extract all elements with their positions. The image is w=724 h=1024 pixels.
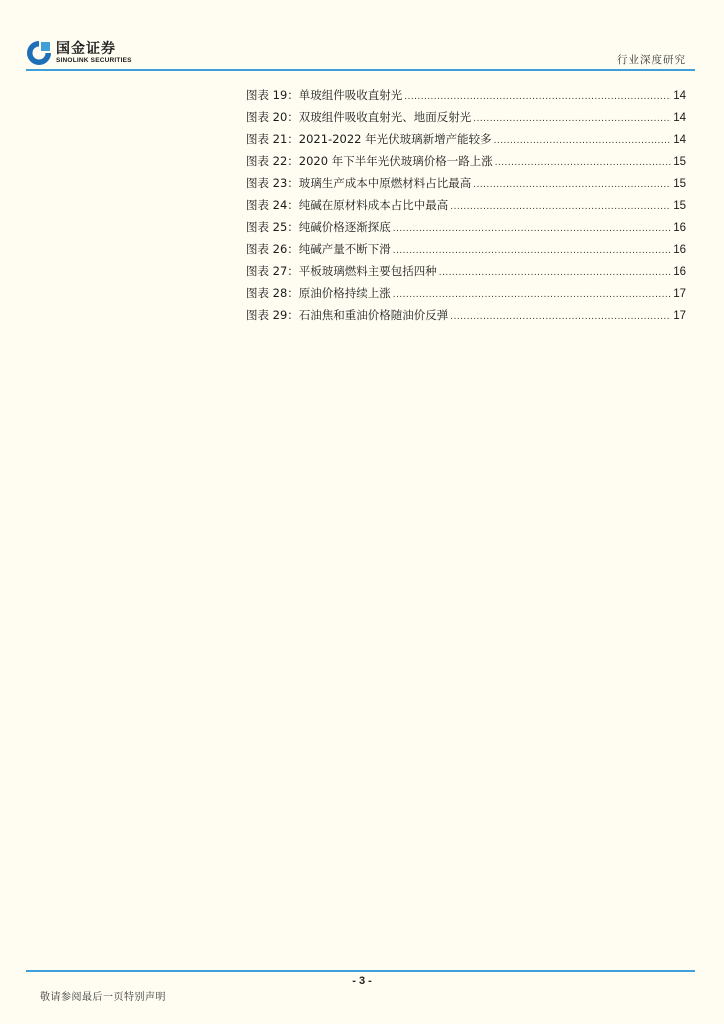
- toc-entry-title: 图表 23：玻璃生产成本中原燃材料占比最高: [246, 176, 472, 190]
- toc-entry-title: 图表 26：纯碱产量不断下滑: [246, 242, 391, 256]
- company-logo: [26, 40, 132, 66]
- toc-entry[interactable]: [246, 175, 686, 197]
- toc-entry-title: 图表 27：平板玻璃燃料主要包括四种: [246, 264, 437, 278]
- header-divider: [26, 69, 695, 71]
- toc-leader-dots: [393, 245, 671, 256]
- toc-entry-page: 15: [673, 178, 686, 190]
- toc-entry-title: 图表 22：2020 年下半年光伏玻璃价格一路上涨: [246, 154, 493, 168]
- toc-entry[interactable]: [246, 87, 686, 109]
- toc-entry[interactable]: [246, 219, 686, 241]
- footer-divider: [26, 970, 695, 972]
- toc-entry-title: 图表 20：双玻组件吸收直射光、地面反射光: [246, 110, 472, 124]
- footer-disclaimer: 敬请参阅最后一页特别声明: [40, 992, 166, 1003]
- toc-leader-dots: [473, 113, 671, 124]
- logo-english-name: SINOLINK SECURITIES: [56, 56, 132, 64]
- toc-entry-title: 图表 25：纯碱价格逐渐探底: [246, 220, 391, 234]
- toc-entry-page: 17: [673, 288, 686, 300]
- toc-leader-dots: [404, 91, 671, 102]
- toc-entry-page: 17: [673, 310, 686, 322]
- toc-entry-page: 14: [673, 134, 686, 146]
- toc-entry[interactable]: [246, 197, 686, 219]
- toc-leader-dots: [393, 223, 671, 234]
- toc-leader-dots: [393, 289, 671, 300]
- toc-leader-dots: [495, 157, 671, 168]
- page-number: - 3 -: [352, 975, 372, 987]
- toc-entry[interactable]: [246, 285, 686, 307]
- toc-entry-title: 图表 24：纯碱在原材料成本占比中最高: [246, 198, 449, 212]
- page-header: [0, 0, 724, 72]
- toc-entry[interactable]: [246, 153, 686, 175]
- toc-entry-page: 16: [673, 266, 686, 278]
- toc-leader-dots: [494, 135, 672, 146]
- toc-entry-page: 16: [673, 222, 686, 234]
- toc-entry-page: 15: [673, 156, 686, 168]
- figure-index-list: [246, 87, 686, 329]
- report-category: 行业深度研究: [617, 54, 686, 66]
- toc-entry-title: 图表 21：2021-2022 年光伏玻璃新增产能较多: [246, 132, 492, 146]
- toc-entry-page: 15: [673, 200, 686, 212]
- toc-entry[interactable]: [246, 307, 686, 329]
- toc-entry[interactable]: [246, 131, 686, 153]
- toc-entry-page: 16: [673, 244, 686, 256]
- toc-entry-page: 14: [673, 112, 686, 124]
- toc-entry-title: 图表 29：石油焦和重油价格随油价反弹: [246, 308, 449, 322]
- toc-entry-title: 图表 28：原油价格持续上涨: [246, 286, 391, 300]
- toc-leader-dots: [450, 201, 671, 212]
- toc-entry-title: 图表 19：单玻组件吸收直射光: [246, 88, 403, 102]
- toc-leader-dots: [473, 179, 671, 190]
- toc-leader-dots: [439, 267, 671, 278]
- logo-chinese-name: 国金证券: [56, 40, 116, 57]
- toc-leader-dots: [450, 311, 671, 322]
- logo-mark-icon: [26, 40, 52, 66]
- toc-entry-page: 14: [673, 90, 686, 102]
- toc-entry[interactable]: [246, 241, 686, 263]
- toc-entry[interactable]: [246, 109, 686, 131]
- toc-entry[interactable]: [246, 263, 686, 285]
